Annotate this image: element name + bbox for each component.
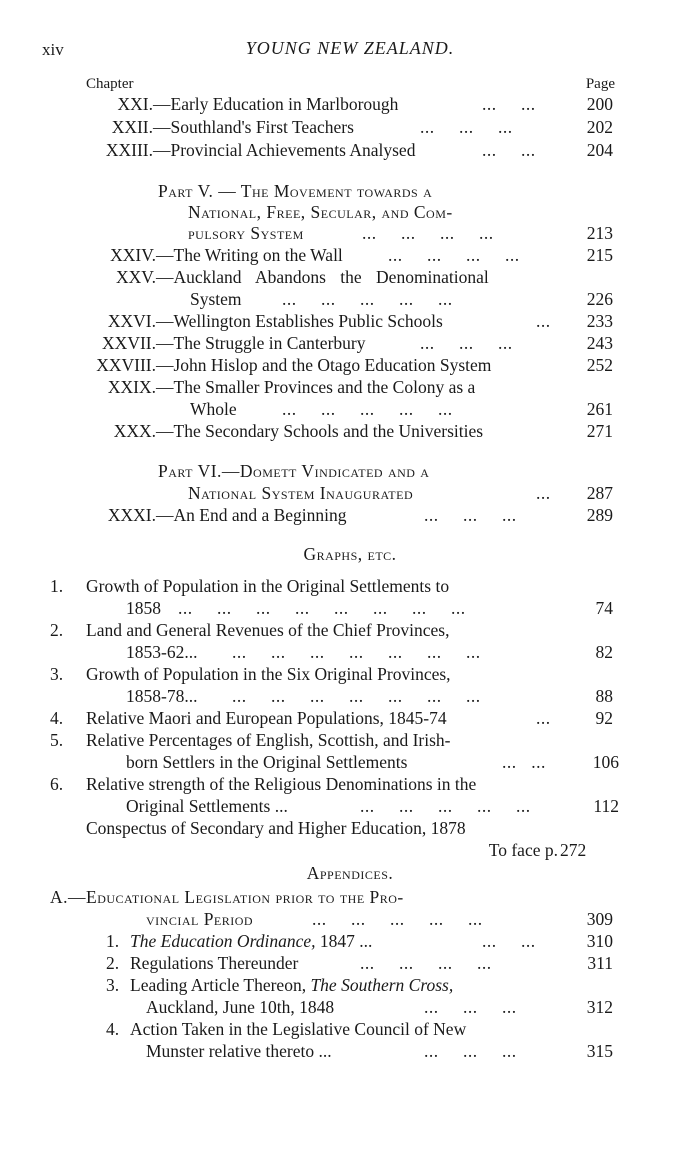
page-number: 88 [595,686,613,706]
leader-dots: ... ... [482,140,536,160]
appendix-item-number: 1. [106,931,120,951]
appendix-item-title-cont: Auckland, June 10th, 1848 [146,997,335,1017]
chapter-number: XXVII. [102,333,156,353]
leader-dots: ... [536,708,551,728]
conspectus-title: Conspectus of Secondary and Higher Education, 1878 [86,818,466,838]
page-number: 106 [592,752,619,772]
chapter-title: —The Struggle in Canterbury [156,333,366,353]
appendix-item-title: The Education Ordinance, 1847 ... [130,931,373,951]
page-number: 272 [560,840,587,860]
chapter-number: XXVIII. [96,355,156,375]
graph-title: Relative Percentages of English, Scottish, and Irish- [86,730,451,750]
chapter-number: XXVI. [107,311,156,331]
chapter-number: XXX. [113,421,156,441]
appendix-heading-cont: vincial Period [146,909,254,929]
chapter-number: XXIX. [107,377,156,397]
leader-dots: ... ... ... ... ... [360,796,531,816]
leader-dots: ... ... ... ... ... [282,399,453,419]
graph-title-cont: 1858-78... [126,686,198,706]
page-number: 202 [586,117,613,137]
leader-dots: ... ... ... [424,997,517,1017]
section-heading-graphs: Graphs, etc. [303,544,397,564]
page-number: 243 [586,333,613,353]
chapter-title: —Auckland Abandons the Denominational [156,267,489,287]
leader-dots: ... ... ... ... [388,245,520,265]
page-number: 92 [595,708,613,728]
part-heading: Part V. — The Movement towards a [158,181,433,201]
graph-title-cont: born Settlers in the Original Settlements [126,752,408,772]
leader-dots: ... [536,311,551,331]
chapter-number: XXV. [115,267,156,287]
page-number: 226 [586,289,613,309]
leader-dots: ... [536,483,551,503]
leader-dots: ... ... ... [420,117,513,137]
appendix-item-number: 2. [106,953,120,973]
graph-title-cont: 1853-62... [126,642,198,662]
chapter-title-cont: System [190,289,242,309]
page-number: 233 [586,311,613,331]
page-number: 287 [586,483,613,503]
graph-number: 1. [50,576,64,596]
appendix-item-title: Leading Article Thereon, The Southern Cross, [130,975,454,995]
leader-dots: ... ... ... ... ... ... ... [232,642,481,662]
graph-number: 4. [50,708,64,728]
part-heading-cont: National System Inaugurated [188,483,414,503]
leader-dots: ... ... ... ... [362,223,494,243]
part-heading: Part VI.—Domett Vindicated and a [158,461,430,481]
graph-title: Growth of Population in the Six Original Provinces, [86,664,451,684]
leader-dots: ... ... [482,931,536,951]
page-number: 310 [586,931,613,951]
page-number: 252 [586,355,613,375]
page-number: 213 [586,223,613,243]
appendix-item-title: Action Taken in the Legislative Council of New [130,1019,467,1039]
leader-dots: ... ... ... ... ... ... ... [232,686,481,706]
graph-title-cont: Original Settlements ... [126,796,288,816]
part-heading-cont: pulsory System [188,223,304,243]
appendix-item-title-cont: Munster relative thereto ... [146,1041,332,1061]
graph-number: 2. [50,620,64,640]
page-number: 311 [587,953,613,973]
page-number: 112 [593,796,619,816]
chapter-title: —The Secondary Schools and the Universities [156,421,484,441]
page-number: 204 [586,140,613,160]
leader-dots: ... ... ... ... ... [312,909,483,929]
appendix-heading: A.—Educational Legislation prior to the Pro- [50,887,404,907]
appendix-item-number: 3. [106,975,120,995]
graph-title: Land and General Revenues of the Chief Provinces, [86,620,450,640]
chapter-title: —The Smaller Provinces and the Colony as a [156,377,476,397]
chapter-title: —Provincial Achievements Analysed [153,140,416,160]
graph-title: Relative strength of the Religious Denominations in the [86,774,477,794]
page-number: 261 [586,399,613,419]
graph-number: 3. [50,664,64,684]
section-heading-appendices: Appendices. [306,863,394,883]
graph-title-cont: 1858 [126,598,161,618]
page-number: 271 [586,421,613,441]
chapter-title: —Southland's First Teachers [153,117,354,137]
page-number: 82 [595,642,613,662]
leader-dots: ... ... ... [424,1041,517,1061]
leader-dots: ... ... ... [424,505,517,525]
chapter-title: —The Writing on the Wall [156,245,343,265]
leader-dots: ... ... ... ... ... [282,289,453,309]
part-heading-cont: National, Free, Secular, and Com- [188,202,453,222]
page-number: 215 [586,245,613,265]
page-column-label: Page [585,76,615,92]
page-number: 309 [586,909,613,929]
chapter-number: XXIII. [105,140,153,160]
page-number: 289 [586,505,613,525]
chapter-title: —Early Education in Marlborough [153,94,399,114]
graph-number: 5. [50,730,64,750]
page-number: 74 [595,598,613,618]
graph-number: 6. [50,774,64,794]
graph-title: Growth of Population in the Original Settlements to [86,576,450,596]
running-title: YOUNG NEW ZEALAND. [245,38,455,58]
chapter-number: XXIV. [110,245,156,265]
chapter-title: —An End and a Beginning [156,505,347,525]
chapter-column-label: Chapter [86,76,134,92]
page-number: 200 [586,94,613,114]
chapter-number: XXI. [117,94,153,114]
appendix-item-number: 4. [106,1019,120,1039]
conspectus-note: To face p. [488,840,558,860]
page-numeral: xiv [42,40,64,59]
leader-dots: ... ... ... [420,333,513,353]
leader-dots: ... ... ... ... ... ... ... ... [178,598,466,618]
leader-dots: ... ... ... ... [360,953,492,973]
graph-title: Relative Maori and European Populations, 1845-74 [86,708,447,728]
leader-dots: ... ... [482,94,536,114]
chapter-number: XXXI. [107,505,156,525]
chapter-number: XXII. [111,117,153,137]
leader-dots: ... ... [502,752,546,772]
chapter-title: —John Hislop and the Otago Education System [156,355,492,375]
appendix-item-title: Regulations Thereunder [130,953,299,973]
chapter-title: —Wellington Establishes Public Schools [156,311,443,331]
page-number: 315 [586,1041,613,1061]
page-number: 312 [586,997,613,1017]
chapter-title-cont: Whole [190,399,237,419]
